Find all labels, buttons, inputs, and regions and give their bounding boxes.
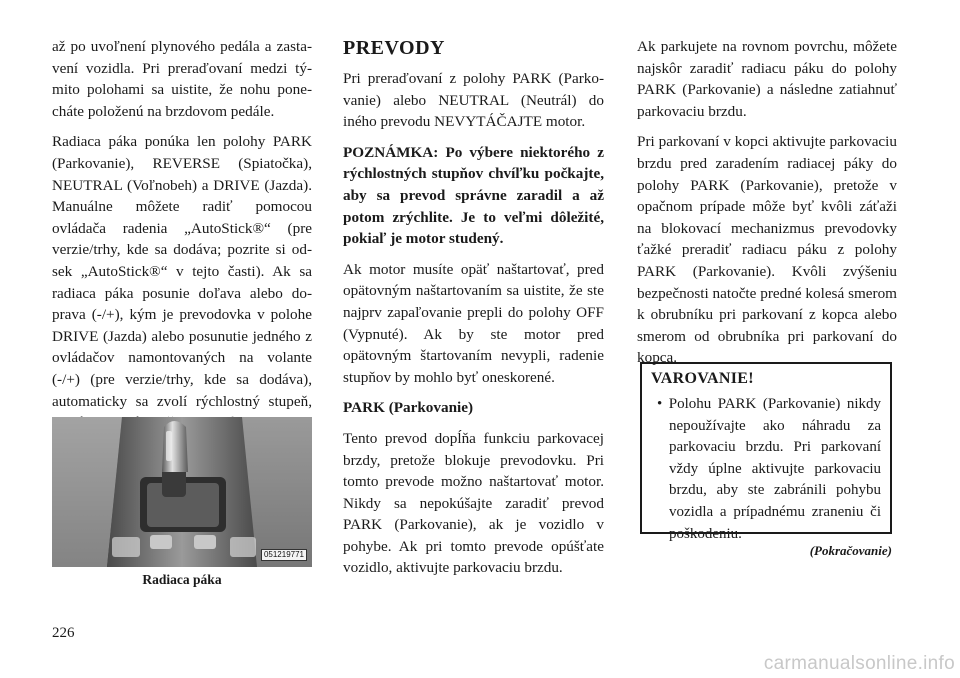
column-left xyxy=(52,36,312,464)
warning-item: • Polohu PARK (Parkovanie) nikdy nepoužívajte ako náhradu za parkovaciu brzdu. Pri parkovaní vždy úplne aktivujte parkovaciu brzdu, aby ste zabránili pohybu vozidla a prípadnému zraneniu či poškodeniu. xyxy=(657,396,881,542)
watermark: carmanualsonline.info xyxy=(763,653,955,674)
paragraph: Pri parkovaní v kopci aktivujte parkovaciu brzdu pred zaradením radiacej páky do polohy PARK (Parkovanie), pretože v opačnom prípade môže byť kvôli záťaži na blokovací mechanizmus prevodovky ťažké preradiť radiacu páku z polohy PARK (Parkovanie). Kvôli zvýšeniu bezpečnosti natočte predné kolesá smerom k obrubníku pri parkovaní z kopca alebo smerom od obrubníka pri parkovaní do kopca. xyxy=(637,133,897,367)
gear-lever-photo xyxy=(52,417,312,567)
figure-caption: Radiaca páka xyxy=(142,572,222,587)
paragraph: až po uvoľnení plynového pedála a zastavení vozidla. Pri preraďovaní medzi týmito polohami sa uistite, že nohu ponecháte položenú na brzdovom pedále. xyxy=(52,38,312,120)
paragraph: Ak parkujete na rovnom povrchu, môžete najskôr zaradiť radiacu páku do polohy PARK (Parkovanie) a následne zatiahnuť parkovaciu brzdu. xyxy=(637,38,897,120)
column-middle xyxy=(343,36,604,588)
subheading: PARK (Parkovanie) xyxy=(343,399,474,417)
paragraph: Ak motor musíte opäť naštartovať, pred opätovným naštartovaním sa uistite, že ste najprv zapaľovanie prepli do polohy OFF (Vypnuté). Ak by ste motor pred opätovným štartovaním nevypli, radenie stupňov by mohlo byť oneskorené. xyxy=(343,260,604,386)
image-id-label: 051219771 xyxy=(261,549,307,561)
warning-box xyxy=(640,362,892,542)
gear-lever-illustration xyxy=(52,417,312,567)
section-heading: PREVODY xyxy=(343,37,445,59)
paragraph: Tento prevod dopĺňa funkciu parkovacej brzdy, pretože blokuje prevodovku. Pri tomto prevode možno naštartovať motor. Nikdy sa nepokúšajte zaradiť prevod PARK (Parkovanie), ak je vozidlo v pohybe. Ak pri tomto prevode opúšťate vozidlo, aktivujte parkovaciu brzdu. xyxy=(343,429,604,577)
paragraph: Pri preraďovaní z polohy PARK (Parkovanie) alebo NEUTRAL (Neutrál) do iného prevodu NEVYTÁČAJTE motor. xyxy=(343,70,604,131)
page-number: 226 xyxy=(52,625,75,641)
column-right xyxy=(637,36,897,378)
continued-label: (Pokračovanie) xyxy=(809,543,892,558)
paragraph: Radiaca páka ponúka len polohy PARK (Parkovanie), REVERSE (Spiatočka), NEUTRAL (Voľnobeh) a DRIVE (Jazda). Manuálne môžete radiť pomocou ovládača radenia „AutoStick®“ (pre verzie/trhy, kde sa dodáva; pozrite si odsek „AutoStick®“ v tejto časti). Ak sa radiaca páka posunie doľava alebo doprava (-/+), kým je prevodovka v polohe DRIVE (Jazda) alebo posunutie jedného z ovládačov namontovaných na volante (-/+) (pre verzie/trhy, kde sa dodáva), automaticky sa zvolí rýchlostný stupeň, xyxy=(52,133,312,410)
warning-title: VAROVANIE! xyxy=(651,370,754,387)
note-paragraph: POZNÁMKA: Po výbere niektorého z rýchlostných stupňov chvíľku počkajte, aby sa prevod správne zaradil a až potom zrýchlite. Je to veľmi dôležité, pokiaľ je motor studený. xyxy=(343,143,604,248)
